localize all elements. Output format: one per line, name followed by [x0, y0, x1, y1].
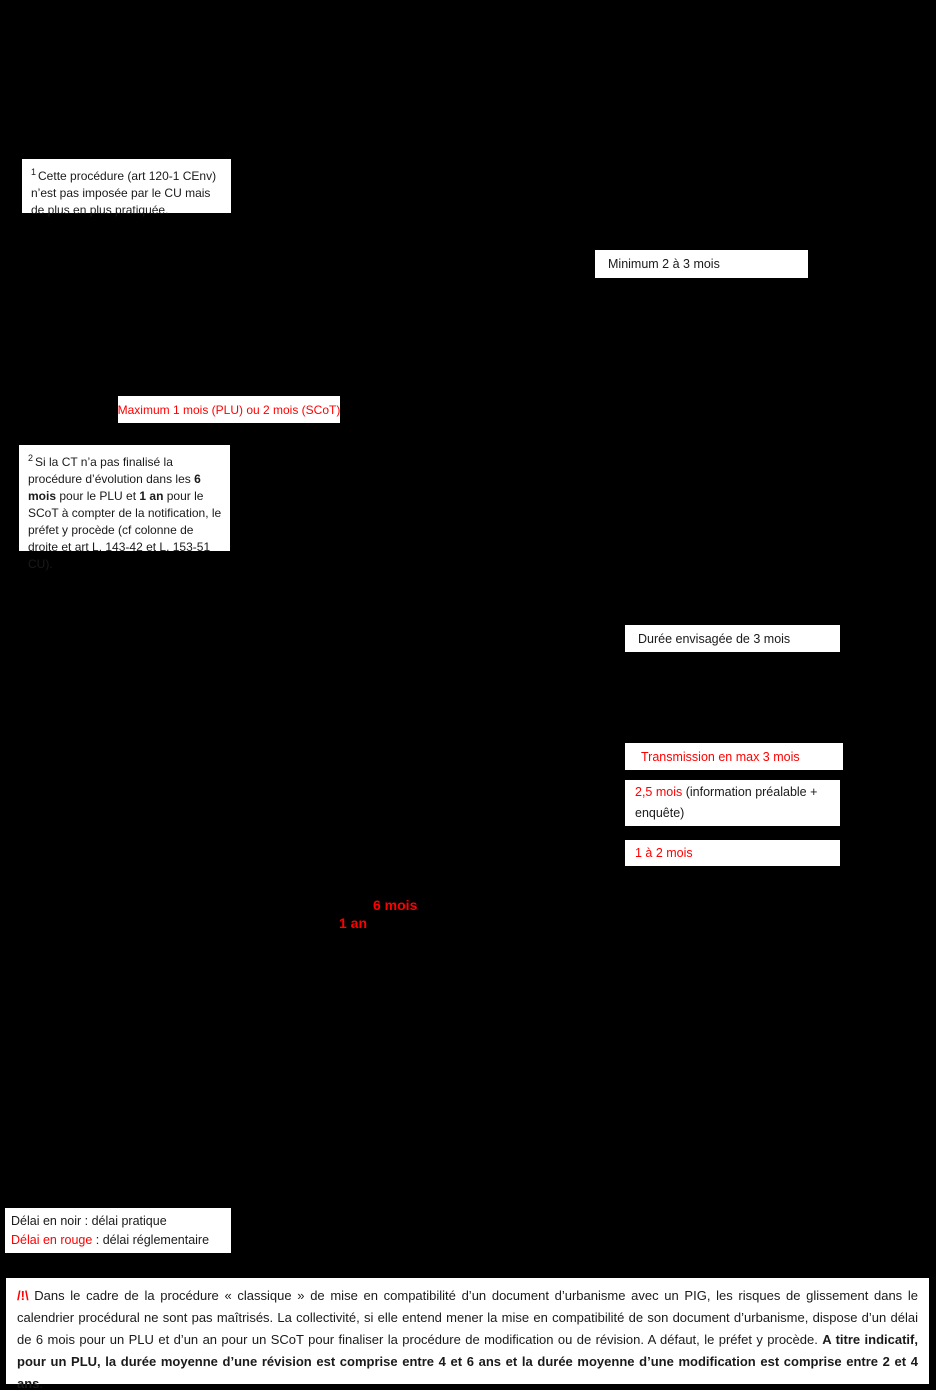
footnote-1-text: Cette procédure (art 120-1 CEnv) n’est pas imposée par le CU mais de plus en plus pratiquée. — [31, 169, 217, 217]
legend-box — [3, 1206, 233, 1255]
free-label-1-an: 1 an — [339, 915, 368, 931]
delay-box-1-a-2-mois — [625, 840, 840, 866]
delay-2-5-mois-rest-label: (information préalable + enquête) — [635, 785, 818, 820]
delay-2-5-mois-red-label: 2,5 mois — [635, 785, 683, 799]
warning-icon: /!\ — [17, 1288, 29, 1303]
warning-text-part1: Dans le cadre de la procédure « classique » de mise en compatibilité d’un document d’urbanisme avec un PIG, les risques de glissement dans le calendrier procédural ne sont pas maîtrisés. La collectivité, si elle entend mener la mise en compatibilité de son document d’urbanisme, dispose d’un délai de 6 mois pour un PLU et d’un an pour un SCoT pour finaliser la procédure de modification ou de révision. A défaut, le préfet y procède. — [17, 1288, 918, 1347]
delay-box-duree-envisagee — [625, 625, 840, 652]
delay-box-transmission — [625, 743, 843, 770]
legend-red-term: Délai en rouge — [11, 1233, 93, 1247]
footnote-2-text-part1: Si la CT n’a pas finalisé la procédure d’évolution dans les — [28, 455, 195, 486]
footnote-2-text-part3: pour le SCoT à compter de la notification, le préfet y procède (cf colonne de droite et art L. 143-42 et L. 153-51 CU). — [28, 489, 222, 571]
delay-transmission-label: Transmission en max 3 mois — [641, 749, 800, 764]
footnote-2-text-part2: pour le PLU et — [56, 489, 140, 503]
legend-line-red — [11, 1231, 226, 1250]
footnote-2-bold-1-an: 1 an — [139, 489, 164, 503]
free-label-6-mois: 6 mois — [373, 897, 418, 913]
footnote-2-bold-6-mois: 6 mois — [28, 472, 201, 503]
delay-duree-label: Durée envisagée de 3 mois — [638, 631, 791, 646]
footnote-1-box — [20, 157, 233, 215]
delay-box-maximum — [118, 396, 340, 423]
warning-text-bold: A titre indicatif, pour un PLU, la durée moyenne d’une révision est comprise entre 4 et 6 ans et la durée moyenne d’une modification est comprise entre 2 et 4 ans — [17, 1332, 918, 1390]
legend-line-black: Délai en noir : délai pratique — [11, 1214, 167, 1228]
footnote-2-marker: 2 — [28, 453, 34, 463]
delay-1-a-2-mois-label: 1 à 2 mois — [635, 846, 693, 860]
footnote-1-marker: 1 — [31, 167, 37, 177]
warning-text-end: . — [39, 1376, 44, 1390]
delay-box-minimum — [595, 250, 808, 278]
delay-minimum-label: Minimum 2 à 3 mois — [608, 257, 720, 271]
legend-red-definition: : délai réglementaire — [92, 1233, 210, 1247]
delay-maximum-label: Maximum 1 mois (PLU) ou 2 mois (SCoT) — [118, 402, 340, 417]
footnote-2-box — [17, 443, 232, 571]
delay-box-2-5-mois — [625, 780, 840, 826]
warning-box — [4, 1276, 931, 1390]
